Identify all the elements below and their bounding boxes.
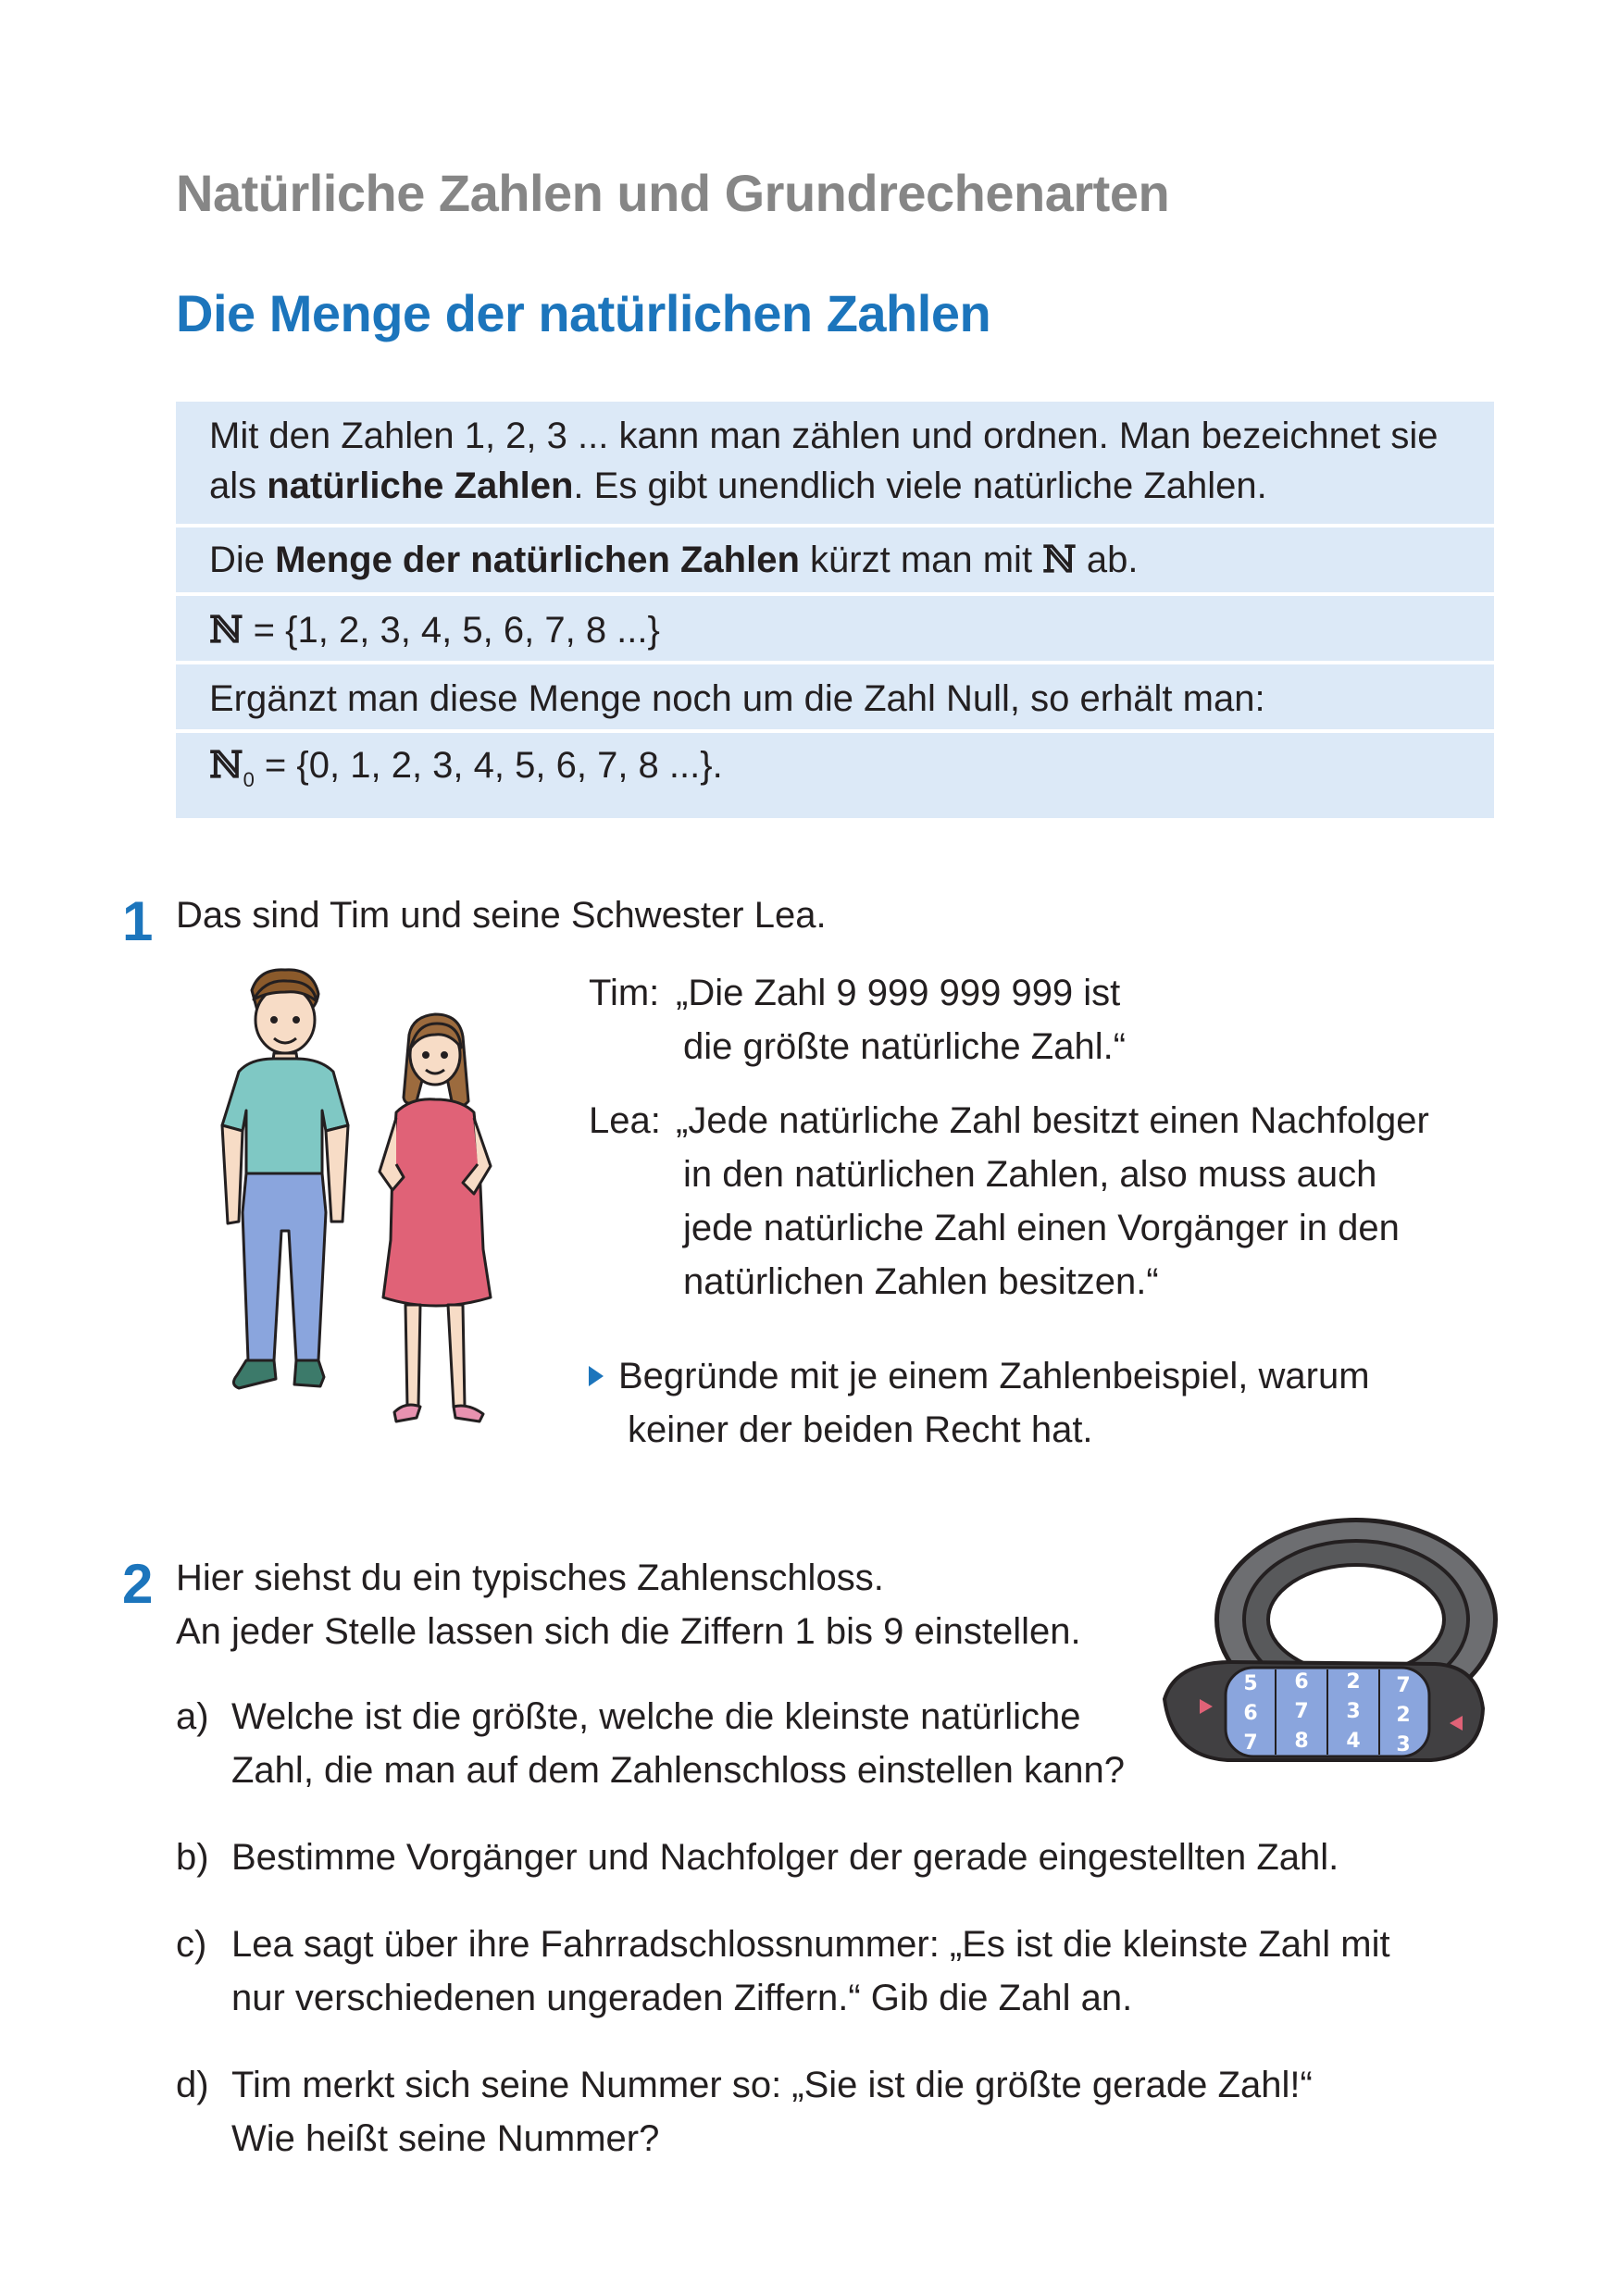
set-n-values: = {1, 2, 3, 4, 5, 6, 7, 8 ...} [243, 610, 660, 651]
tim-and-lea-illustration [185, 962, 574, 1462]
term-menge: Menge der natürlichen Zahlen [275, 540, 800, 580]
lea-quote-line4: natürlichen Zahlen besitzen.“ [683, 1261, 1159, 1302]
section-title: Die Menge der natürlichen Zahlen [176, 284, 991, 342]
lock-digit: 4 [1346, 1730, 1361, 1753]
term-natuerliche-zahlen: natürliche Zahlen [267, 465, 574, 506]
lock-digit: 5 [1243, 1672, 1258, 1695]
extend-text: Ergänzt man diese Menge noch um die Zahl Null, so erhält man: [209, 678, 1265, 719]
n-symbol: ℕ [209, 608, 243, 652]
chapter-title: Natürliche Zahlen und Grundrechenarten [176, 164, 1170, 222]
set-text-end: ab. [1076, 540, 1139, 580]
task-number-1: 1 [122, 890, 154, 952]
item-text-line2: Wie heißt seine Nummer? [231, 2118, 660, 2159]
task2-item-a [176, 1690, 1509, 1797]
lock-digit: 3 [1346, 1700, 1361, 1723]
set-text: Die [209, 540, 276, 580]
item-label: b) [176, 1837, 209, 1878]
set-n0-values: = {0, 1, 2, 3, 4, 5, 6, 7, 8 ...}. [254, 745, 723, 786]
item-label: d) [176, 2065, 209, 2105]
tim-label: Tim: [589, 973, 660, 1013]
task-number-2: 2 [122, 1553, 154, 1615]
lock-digit: 3 [1396, 1733, 1411, 1756]
lock-digit: 7 [1396, 1674, 1411, 1697]
instruction-line2: keiner der beiden Recht hat. [628, 1409, 1093, 1450]
lock-digit: 2 [1346, 1670, 1361, 1694]
task2-intro [176, 1551, 1081, 1658]
lea-figure [380, 1014, 491, 1421]
task2-item-d [176, 2058, 1509, 2166]
item-label: a) [176, 1696, 209, 1737]
definition-intro [176, 402, 1494, 524]
n0-subscript: 0 [243, 768, 255, 791]
tim-figure [222, 970, 348, 1388]
intro-text-end: . Es gibt unendlich viele natürliche Zahlen. [573, 465, 1267, 506]
task2-item-c [176, 1917, 1509, 2025]
item-label: c) [176, 1924, 207, 1965]
triangle-arrow-icon [589, 1366, 604, 1386]
item-text-line1: Lea sagt über ihre Fahrradschlossnummer: „Es ist die kleinste Zahl mit [231, 1924, 1390, 1965]
instruction-line1: Begründe mit je einem Zahlenbeispiel, warum [618, 1356, 1370, 1396]
task2-intro-line1: Hier siehst du ein typisches Zahlenschloss. [176, 1558, 884, 1598]
intro-text: Mit den Zahlen 1, 2, 3 ... kann man zählen und ordnen. Man bezeichnet sie als [209, 416, 1438, 506]
definition-box [176, 402, 1494, 818]
set-text-mid: kürzt man mit [799, 540, 1043, 580]
task2-intro-line2: An jeder Stelle lassen sich die Ziffern 1 bis 9 einstellen. [176, 1611, 1081, 1652]
task2-item-b [176, 1831, 1509, 1884]
lock-digit: 6 [1243, 1702, 1258, 1725]
definition-set [176, 527, 1494, 592]
lock-digit: 8 [1294, 1730, 1309, 1753]
n-symbol: ℕ [1042, 538, 1077, 581]
task2-items [176, 1690, 1509, 2166]
item-text-line1: Tim merkt sich seine Nummer so: „Sie ist die größte gerade Zahl!“ [231, 2065, 1313, 2105]
lea-quote-line3: jede natürliche Zahl einen Vorgänger in den [683, 1208, 1400, 1248]
lea-label: Lea: [589, 1100, 661, 1141]
task1-intro: Das sind Tim und seine Schwester Lea. [176, 895, 827, 936]
lock-digit: 6 [1294, 1670, 1309, 1694]
item-text-line1: Welche ist die größte, welche die kleinste natürliche [231, 1696, 1081, 1737]
lea-quote [589, 1094, 1524, 1309]
item-text-line1: Bestimme Vorgänger und Nachfolger der gerade eingestellten Zahl. [231, 1837, 1339, 1878]
set-n-definition [176, 596, 1494, 661]
lock-digit: 7 [1294, 1700, 1309, 1723]
lock-digit: 7 [1243, 1731, 1258, 1755]
lock-digit: 2 [1396, 1704, 1411, 1727]
lea-quote-line1: „Jede natürliche Zahl besitzt einen Nachfolger [676, 1100, 1429, 1141]
tim-quote-line1: „Die Zahl 9 999 999 999 ist [676, 973, 1121, 1013]
n0-symbol: ℕ [209, 743, 243, 787]
task1-instruction [589, 1349, 1524, 1457]
item-text-line2: nur verschiedenen ungeraden Ziffern.“ Gib die Zahl an. [231, 1978, 1133, 2018]
extend-text-row [176, 664, 1494, 729]
item-text-line2: Zahl, die man auf dem Zahlenschloss einstellen kann? [231, 1750, 1125, 1791]
tim-quote-line2: die größte natürliche Zahl.“ [683, 1026, 1127, 1067]
lea-quote-line2: in den natürlichen Zahlen, also muss auch [683, 1154, 1377, 1195]
tim-quote [589, 966, 1524, 1074]
set-n0-definition [176, 733, 1494, 818]
